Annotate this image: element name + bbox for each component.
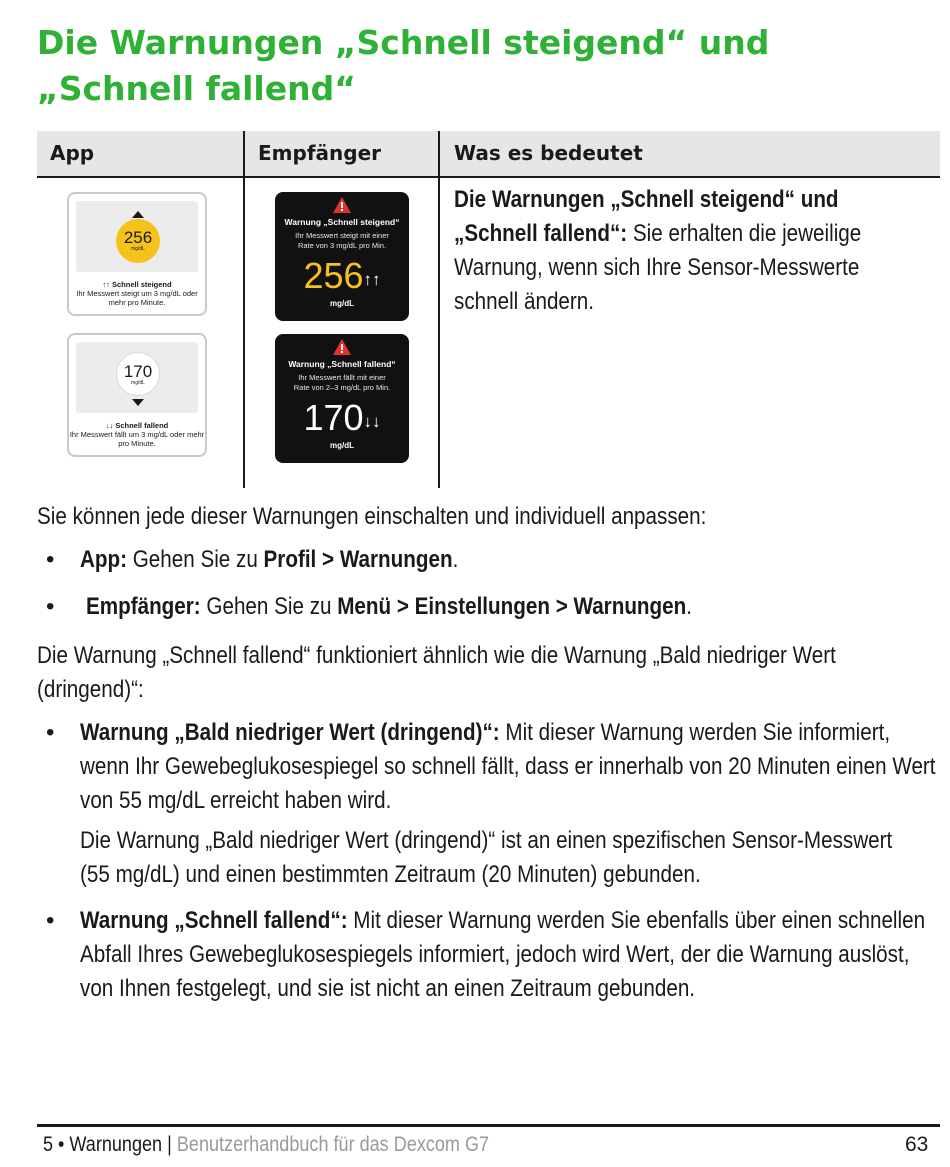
meaning-text: Die Warnungen „Schnell steigend“ und „Schnell fallend“: Sie erhalten die jeweilige Warnung, wenn sich Ihre Sensor-Messwerte schnell ändern. — [454, 186, 862, 315]
bullet-icon: • — [46, 719, 55, 746]
header-receiver: Empfänger — [258, 141, 381, 165]
receiver-fall-screen — [275, 334, 409, 463]
footer-section: 5 • Warnungen | Benutzerhandbuch für das Dexcom G7 — [43, 1133, 490, 1156]
glucose-value: 256 — [123, 228, 153, 247]
receiver-alert-title: Warnung „Schnell fallend“ — [288, 359, 396, 369]
glucose-bubble — [116, 219, 160, 263]
settings-app: App: Gehen Sie zu Profil > Warnungen. — [80, 546, 459, 573]
receiver-unit: mg/dL — [330, 441, 354, 450]
alerts-table — [37, 131, 940, 488]
urgent-low-soon-description: Warnung „Bald niedriger Wert (dringend)“: Mit dieser Warnung werden Sie informiert, wenn Ihr Gewebeglukosespiegel so schnell fällt, dass er innerhalb von 20 Minuten einen Wert von 55 mg/dL erreicht haben wird. — [80, 719, 936, 814]
bullet-icon: • — [46, 593, 55, 620]
receiver-alert-message: Ihr Messwert fällt mit einer Rate von 2–3 mg/dL pro Min. — [293, 373, 391, 392]
bullet-icon: • — [46, 907, 55, 934]
double-down-arrow-icon: ↓↓ — [363, 412, 381, 431]
app-fall-screen — [67, 333, 207, 457]
receiver-unit: mg/dL — [330, 299, 354, 308]
bullet-icon: • — [46, 546, 55, 573]
header-meaning: Was es bedeutet — [454, 141, 643, 165]
similar-paragraph: Die Warnung „Schnell fallend“ funktioniert ähnlich wie die Warnung „Bald niedriger Wert (dringend)“: — [37, 642, 836, 703]
settings-receiver: Empfänger: Gehen Sie zu Menü > Einstellungen > Warnungen. — [86, 593, 692, 620]
warning-triangle-icon — [333, 197, 351, 213]
page-number: 63 — [905, 1133, 929, 1156]
down-arrow-icon — [132, 399, 144, 406]
table-header — [37, 131, 940, 178]
receiver-glucose-value: 170 — [303, 397, 364, 438]
column-divider — [438, 131, 440, 488]
app-rise-caption — [69, 280, 205, 307]
footer-rule — [37, 1124, 940, 1127]
glucose-bubble — [116, 352, 160, 396]
warning-triangle-icon — [333, 339, 351, 355]
app-fall-caption — [69, 421, 205, 448]
double-down-arrow-icon: ↓↓ — [105, 421, 114, 430]
alert-text: Ihr Messwert fällt um 3 mg/dL oder mehr pro Minute. — [69, 430, 205, 448]
glucose-unit: mg/dL — [131, 380, 145, 386]
page-title: Die Warnungen „Schnell steigend“ und „Schnell fallend“ — [37, 23, 770, 108]
double-up-arrow-icon: ↑↑ — [102, 280, 110, 289]
receiver-alert-title: Warnung „Schnell steigend“ — [284, 217, 400, 227]
header-app: App — [50, 141, 95, 165]
urgent-low-soon-note: Die Warnung „Bald niedriger Wert (dringend)“ ist an einen spezifischen Sensor-Messwert (55 mg/dL) und einen bestimmten Zeitraum (20 Minuten) gebunden. — [80, 827, 893, 888]
alert-label: Schnell fallend — [115, 421, 169, 430]
up-arrow-icon — [132, 211, 144, 218]
glucose-unit: mg/dL — [131, 246, 145, 252]
receiver-glucose-value: 256 — [303, 255, 364, 296]
alert-text: Ihr Messwert steigt um 3 mg/dL oder mehr pro Minute. — [76, 289, 198, 307]
column-divider — [243, 131, 245, 488]
receiver-alert-message: Ihr Messwert steigt mit einer Rate von 3 mg/dL pro Min. — [295, 231, 389, 250]
double-up-arrow-icon: ↑↑ — [363, 270, 381, 289]
receiver-rise-screen — [275, 192, 409, 321]
glucose-value: 170 — [123, 362, 153, 381]
rapid-fall-description: Warnung „Schnell fallend“: Mit dieser Warnung werden Sie ebenfalls über einen schnellen Abfall Ihres Gewebeglukosespiegels informiert, jedoch wird Wert, der die Warnung auslöst, von Ihnen festgelegt, und sie ist nicht an einen Zeitraum gebunden. — [80, 907, 926, 1002]
intro-paragraph: Sie können jede dieser Warnungen einschalten und individuell anpassen: — [37, 503, 707, 530]
app-rise-screen — [67, 192, 207, 316]
alert-label: Schnell steigend — [111, 280, 172, 289]
